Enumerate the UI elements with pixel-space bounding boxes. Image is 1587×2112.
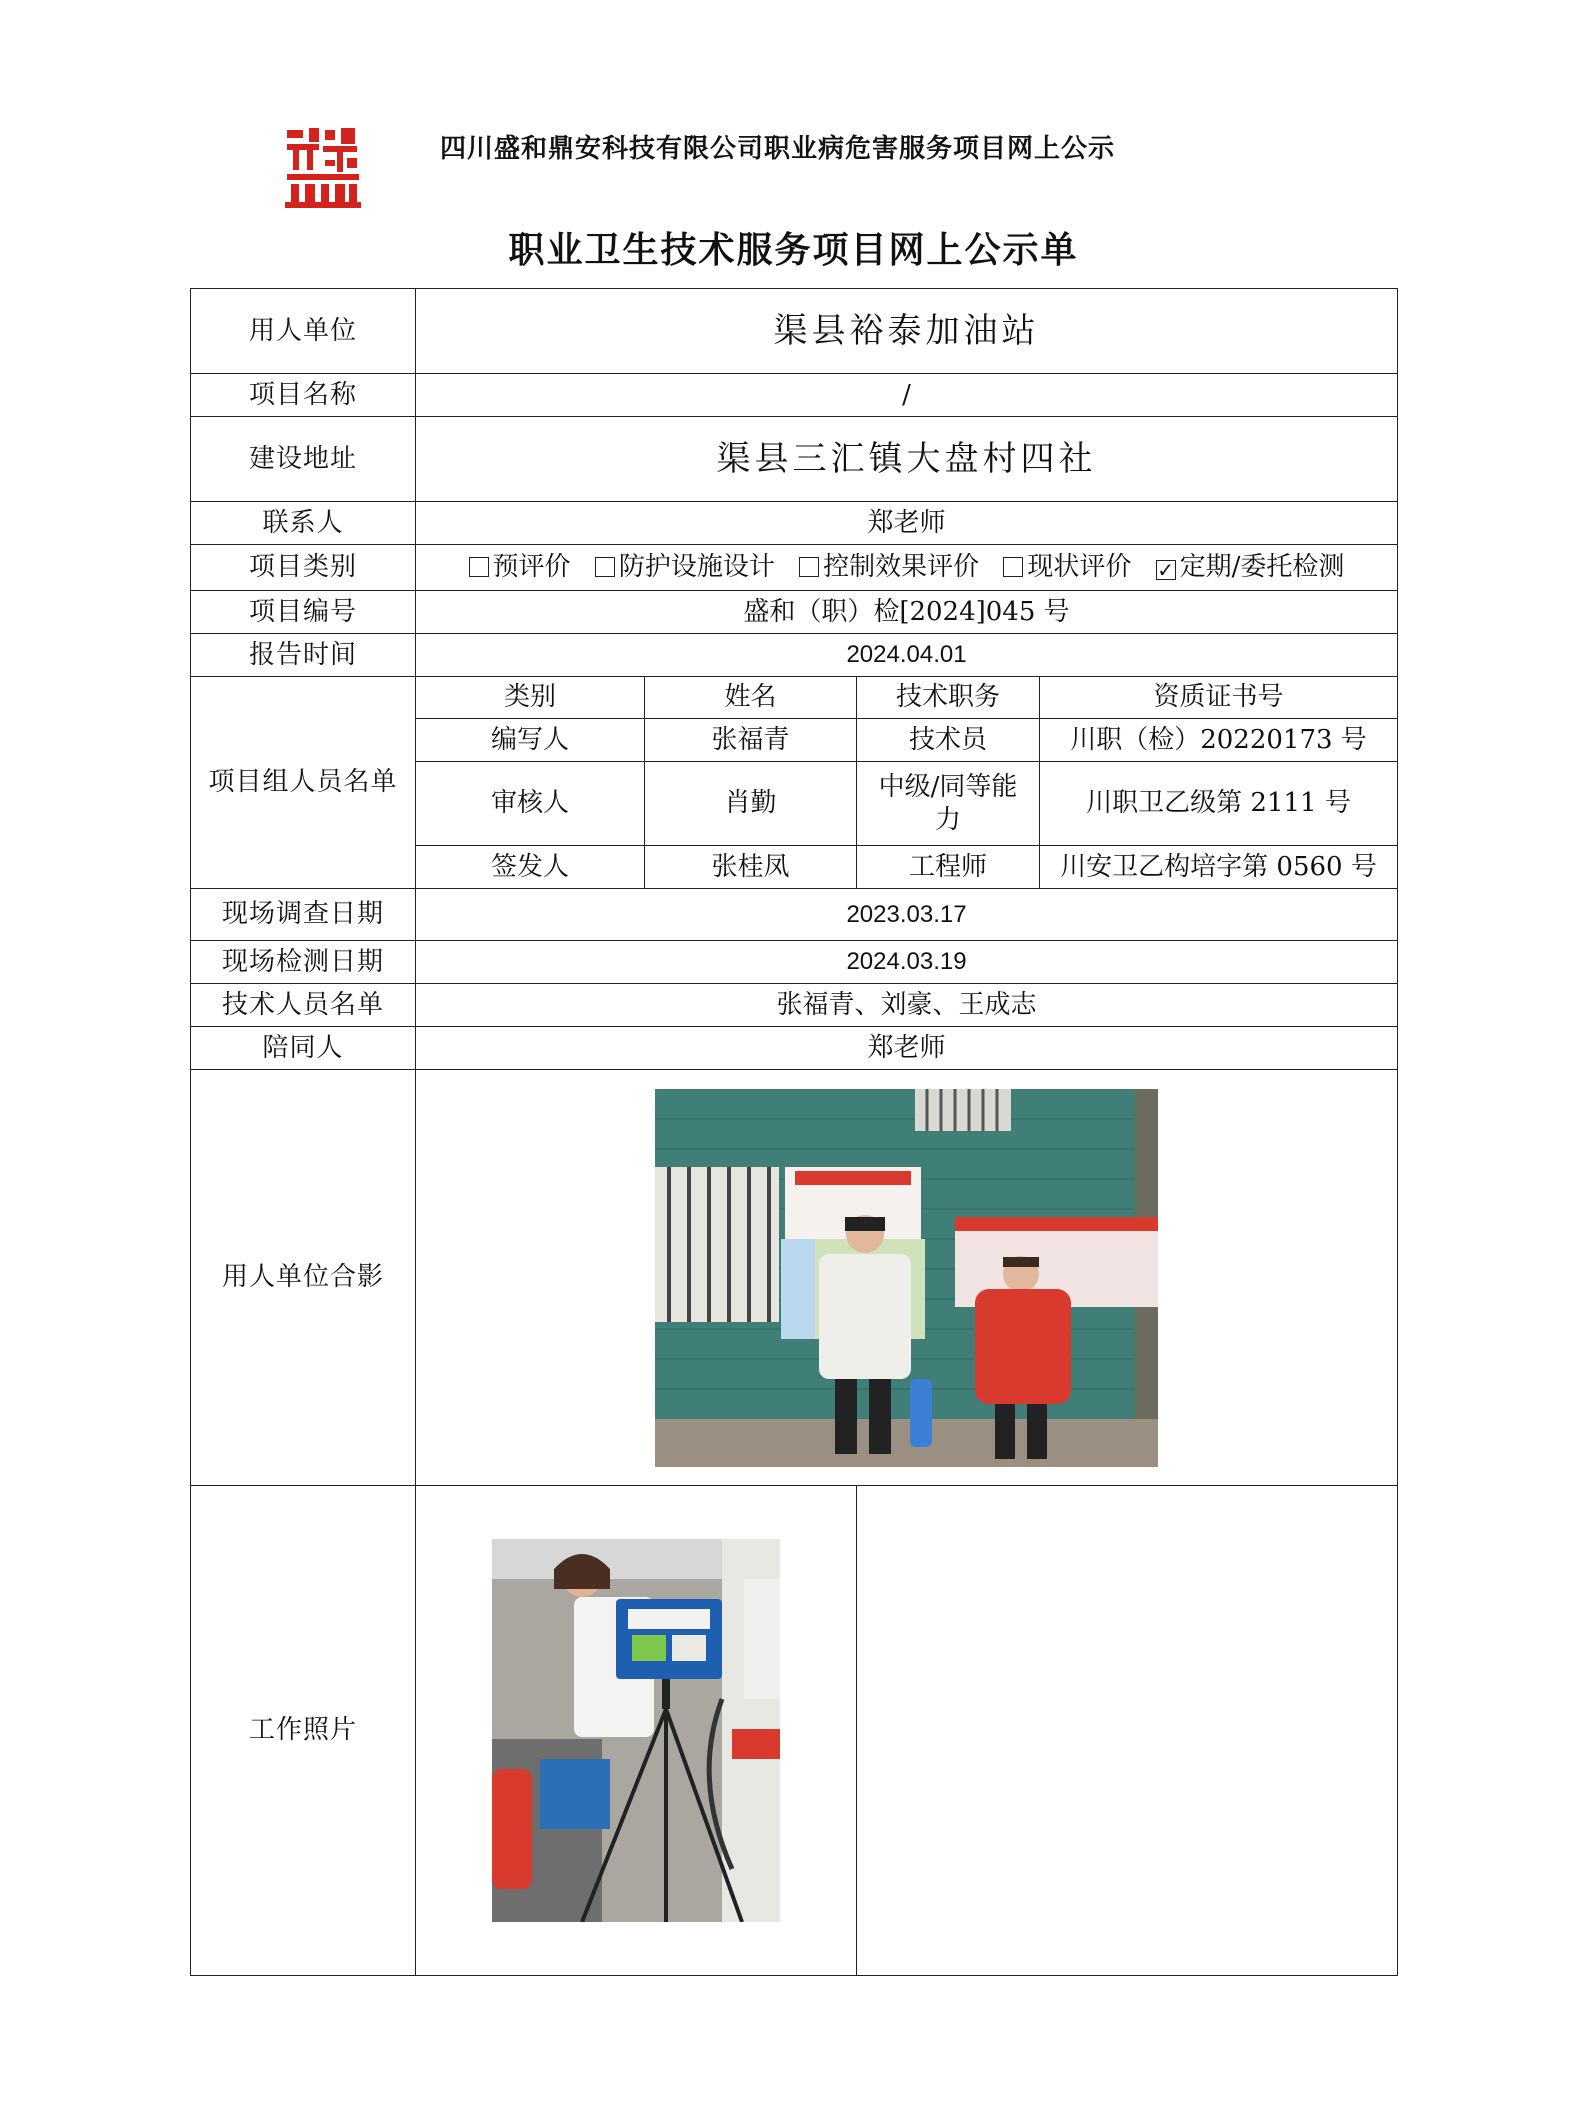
- survey-date-label: 现场调查日期: [191, 889, 416, 941]
- team-cell: 张桂凤: [645, 846, 857, 889]
- row-address: [191, 417, 1398, 502]
- team-cell: 中级/同等能力: [857, 762, 1040, 846]
- checkbox-icon[interactable]: [595, 557, 615, 577]
- team-cell: 川安卫乙构培字第 0560 号: [1040, 846, 1398, 889]
- checkbox-icon[interactable]: [469, 557, 489, 577]
- row-companion: [191, 1027, 1398, 1070]
- category-option[interactable]: [595, 551, 775, 584]
- contact-value: 郑老师: [416, 502, 1398, 545]
- row-contact: [191, 502, 1398, 545]
- work-photo-label: 工作照片: [191, 1486, 416, 1976]
- row-work-photo: [191, 1486, 1398, 1976]
- team-cell: 技术员: [857, 719, 1040, 762]
- company-line: 四川盛和鼎安科技有限公司职业病危害服务项目网上公示: [440, 134, 1116, 164]
- team-header-cell: 资质证书号: [1040, 677, 1398, 719]
- team-header-cell: 姓名: [645, 677, 857, 719]
- project-name-value: /: [416, 374, 1398, 417]
- address-value: 渠县三汇镇大盘村四社: [416, 417, 1398, 502]
- team-header-cell: 技术职务: [857, 677, 1040, 719]
- category-option[interactable]: [1003, 551, 1131, 584]
- row-survey-date: [191, 889, 1398, 941]
- disclosure-form-table: [190, 288, 1398, 1976]
- team-label: 项目组人员名单: [191, 677, 416, 889]
- group-photo-cell: [416, 1070, 1398, 1486]
- category-options: [416, 545, 1398, 591]
- team-cell: 肖勤: [645, 762, 857, 846]
- row-employer: [191, 289, 1398, 374]
- employer-value: 渠县裕泰加油站: [416, 289, 1398, 374]
- category-option-label: 防护设施设计: [618, 552, 775, 583]
- address-label: 建设地址: [191, 417, 416, 502]
- category-option-label: 定期/委托检测: [1179, 552, 1345, 583]
- team-cell: 审核人: [416, 762, 645, 846]
- category-option[interactable]: [799, 551, 979, 584]
- row-group-photo: [191, 1070, 1398, 1486]
- category-option-label: 控制效果评价: [823, 552, 980, 583]
- test-date-value: 2024.03.19: [416, 941, 1398, 984]
- row-project-name: [191, 374, 1398, 417]
- team-cell: 川职（检）20220173 号: [1040, 719, 1398, 762]
- row-technicians: [191, 984, 1398, 1027]
- group-photo-label: 用人单位合影: [191, 1070, 416, 1486]
- row-test-date: [191, 941, 1398, 984]
- report-time-label: 报告时间: [191, 634, 416, 677]
- team-header-cell: 类别: [416, 677, 645, 719]
- team-cell: 工程师: [857, 846, 1040, 889]
- work-photo-cell: [416, 1486, 857, 1976]
- sheng-seal-logo: [285, 128, 361, 208]
- work-photo-empty-cell: [857, 1486, 1398, 1976]
- test-date-label: 现场检测日期: [191, 941, 416, 984]
- category-option-label: 现状评价: [1027, 552, 1132, 583]
- team-cell: 张福青: [645, 719, 857, 762]
- category-label: 项目类别: [191, 545, 416, 591]
- work-photo: [492, 1539, 780, 1922]
- category-option-label: 预评价: [492, 552, 571, 583]
- companion-value: 郑老师: [416, 1027, 1398, 1070]
- document-title: 职业卫生技术服务项目网上公示单: [508, 229, 1079, 271]
- checkbox-icon[interactable]: [799, 557, 819, 577]
- page-header: [0, 0, 1587, 220]
- technicians-label: 技术人员名单: [191, 984, 416, 1027]
- row-project-no: [191, 591, 1398, 634]
- row-category: [191, 545, 1398, 591]
- category-option[interactable]: [1156, 551, 1345, 584]
- project-name-label: 项目名称: [191, 374, 416, 417]
- project-no-label: 项目编号: [191, 591, 416, 634]
- checkbox-icon[interactable]: [1003, 557, 1023, 577]
- contact-label: 联系人: [191, 502, 416, 545]
- survey-date-value: 2023.03.17: [416, 889, 1398, 941]
- group-photo: [655, 1089, 1158, 1467]
- companion-label: 陪同人: [191, 1027, 416, 1070]
- team-header-row: [191, 677, 1398, 719]
- report-time-value: 2024.04.01: [416, 634, 1398, 677]
- team-cell: 签发人: [416, 846, 645, 889]
- project-no-value: 盛和（职）检[2024]045 号: [416, 591, 1398, 634]
- employer-label: 用人单位: [191, 289, 416, 374]
- team-cell: 川职卫乙级第 2111 号: [1040, 762, 1398, 846]
- row-report-time: [191, 634, 1398, 677]
- checked-checkbox-icon[interactable]: ✓: [1157, 558, 1175, 583]
- category-option[interactable]: [469, 551, 571, 584]
- technicians-value: 张福青、刘豪、王成志: [416, 984, 1398, 1027]
- team-cell: 编写人: [416, 719, 645, 762]
